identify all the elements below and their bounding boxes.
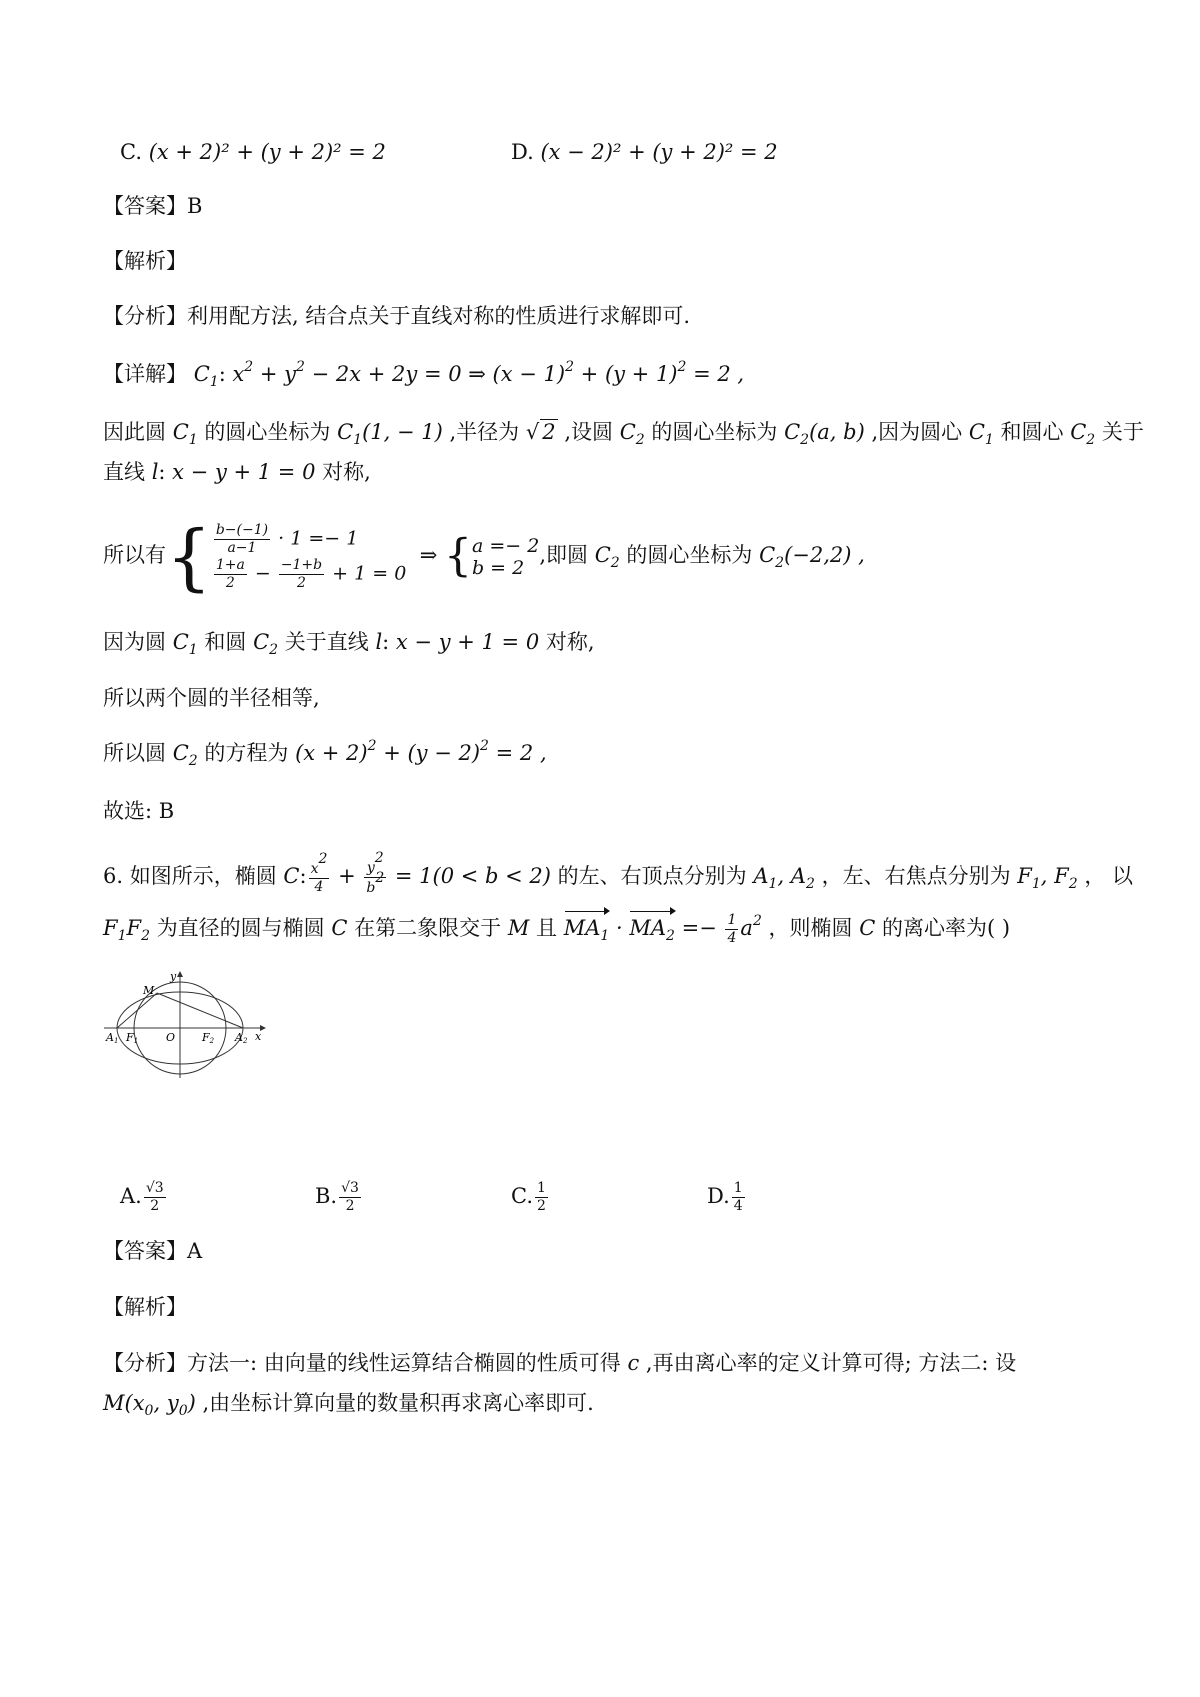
answer-line-q6 [103,1237,202,1265]
analysis-tag: 【解析】 [103,1295,187,1319]
text-segment: ,由坐标计算向量的数量积再求离心率即可. [202,1391,594,1415]
math-point-m: $M(x_0$, $y_0$) [103,1391,196,1419]
text-segment: ,设圆 [564,420,613,444]
math-line-l: l: x − y + 1 = 0 [151,460,316,484]
text-segment: 因此圆 [103,420,166,444]
math-c: C [331,916,348,940]
math-ellipse: C: $\frac{x^2}{4}$ + $\frac{y^2}{b^2}$ = 1(0 < b < 2) [283,850,551,896]
segment-ma2 [157,993,243,1028]
answer-tag: 【答案】 [103,194,187,218]
text-segment: ,半径为 [449,420,520,444]
label-a2: A2 [235,1031,248,1045]
line-symmetry [103,458,371,486]
label-a1: A1 [106,1031,119,1045]
math-f1f2: $F_1F_2$ [103,916,150,944]
text-segment: ， 以 [1084,864,1133,888]
q6-option-b [315,1180,363,1215]
text-segment: ,即圆 [539,543,588,567]
solution-system: a =− 2 b = 2 [471,534,540,579]
choose-line [103,797,174,825]
math-vertices: $A_1$, $A_2$ [753,864,815,892]
option-d-expr: (x − 2)² + (y + 2)² = 2 [540,140,778,164]
math-c1: $C_1$ [172,420,198,448]
math-c2d: $C_2$ [253,630,279,658]
option-label: A. [120,1184,142,1208]
option-d [511,138,778,166]
q6-stem-line2 [103,912,1010,947]
text-segment: 故选: B [103,799,175,823]
text-segment: 直线 [103,460,145,484]
small-brace: { [443,530,472,582]
math-c2-result: $C_2(-2,2)$ , [759,543,865,571]
label-f2: F2 [202,1031,215,1045]
because-line [103,628,595,656]
q6-option-d [707,1180,747,1215]
fenxi-line2-q6 [103,1389,594,1417]
fenxi-tag: 【分析】 [103,304,187,328]
text-segment: 的圆心坐标为 [651,420,778,444]
q6-option-c [511,1180,550,1215]
math-c2-center: $C_2(a$, b) [784,420,865,448]
label-x: x [255,1030,262,1043]
text-segment: 的方程为 [204,741,289,765]
text-segment: 且 [536,916,558,940]
option-c-label: C. [120,140,142,164]
option-label: D. [707,1184,730,1208]
answer-value: A [187,1239,203,1263]
label-o: O [166,1031,176,1044]
analysis-heading-q5 [103,247,187,275]
text-segment: 对称, [545,630,595,654]
fenxi-line1-q6 [103,1349,1016,1377]
text-segment: 关于直线 [284,630,369,654]
math-c2-equation: $(x + 2)^2 + (y - 2)^2 = 2$ , [295,738,547,765]
q6-stem-line1 [103,850,1133,897]
math-line-l2: l: x − y + 1 = 0 [375,630,540,654]
fenxi-tag: 【分析】 [103,1351,187,1375]
text-segment: 6. 如图所示，椭圆 [103,864,277,888]
answer-line-q5 [103,192,202,220]
y-axis-arrow [177,971,183,977]
option-label: B. [315,1184,338,1208]
text-segment: 方法一: 由向量的线性运算结合椭圆的性质可得 [187,1351,621,1375]
option-denominator: 2 [150,1198,160,1214]
system-line [103,512,865,598]
math-c2c: $C_2$ [594,543,620,571]
math-c1b: $C_1$ [968,420,994,448]
text-segment: 的离心率为( ) [882,916,1011,940]
text-segment: 关于 [1101,420,1144,444]
text-segment: 的圆心坐标为 [626,543,753,567]
math-c1-center: $C_1(1$, − 1) [337,420,443,448]
text-segment: 和圆心 [1000,420,1064,444]
text-segment: ，则椭圆 [768,916,853,940]
segment-ma1 [117,993,157,1028]
math-c2: $C_2$ [619,420,645,448]
text-segment: 为直径的圆与椭圆 [156,916,325,940]
text-segment: ,再由离心率的定义计算可得; 方法二: 设 [645,1351,1017,1375]
math-c2b: $C_2$ [1070,420,1096,448]
option-c [120,138,386,166]
text-segment: 和圆 [204,630,247,654]
text-segment: 对称, [322,460,371,484]
fenxi-text: 利用配方法, 结合点关于直线对称的性质进行求解即可. [187,304,691,328]
implies-arrow: ⇒ [413,543,444,567]
option-d-label: D. [511,140,534,164]
answer-tag: 【答案】 [103,1239,187,1263]
option-c-expr: (x + 2)² + (y + 2)² = 2 [148,140,386,164]
text-segment: ,因为圆心 [871,420,963,444]
left-brace: { [166,514,212,599]
q6-option-a [120,1180,168,1215]
option-denominator: 2 [345,1198,355,1214]
center-radius-line [103,418,1144,446]
text-segment: 所以圆 [103,741,166,765]
text-segment: 的左、右顶点分别为 [557,864,747,888]
option-label: C. [511,1184,533,1208]
detail-formula: $C_1$: $x^2 + y^2 - 2x + 2y = 0$ ⇒ $(x - 1)^2 + (y + 1)^2 = 2$ , [193,359,745,390]
option-numerator: √3 [145,1180,164,1196]
option-numerator: 1 [733,1180,743,1196]
detail-line-q5 [103,360,744,388]
option-denominator: 2 [537,1198,546,1214]
option-numerator: 1 [537,1180,546,1196]
text-segment: 的圆心坐标为 [204,420,331,444]
text-segment: 所以有 [103,543,166,567]
fenxi-line-q5 [103,302,690,330]
equation-line [103,739,547,767]
equation-system: $\frac{b-(-1)}{a-1}$ · 1 =− 1 $\frac{1+a}{2}$ − $\frac{-1+b}{2}$ + 1 = 0 [215,521,407,591]
analysis-tag: 【解析】 [103,249,187,273]
math-sqrt2: √ 2 [525,420,556,444]
equal-radius-line [103,684,320,712]
label-y: y [170,970,177,983]
math-foci: $F_1$, $F_2$ [1017,864,1078,892]
text-segment: ，左、右焦点分别为 [821,864,1011,888]
analysis-heading-q6 [103,1293,187,1321]
math-vector-product: $MA_1 \cdot MA_2$ =− $\frac{1}{4}$ $a^2$ [563,912,762,946]
math-c-lower: c [627,1351,640,1375]
text-segment: 所以两个圆的半径相等, [103,686,320,710]
math-c2: C [859,916,876,940]
option-denominator: 4 [733,1198,743,1214]
detail-tag: 【详解】 [103,362,187,386]
math-m: M [507,916,530,940]
option-numerator: √3 [341,1180,359,1196]
math-c1d: $C_1$ [172,630,198,658]
text-segment: 在第二象限交于 [354,916,502,940]
math-c2e: $C_2$ [172,741,198,769]
answer-value: B [187,194,203,218]
text-segment: 因为圆 [103,630,166,654]
label-f1: F1 [126,1031,139,1045]
label-m: M [143,984,155,997]
ellipse-figure [100,968,270,1083]
